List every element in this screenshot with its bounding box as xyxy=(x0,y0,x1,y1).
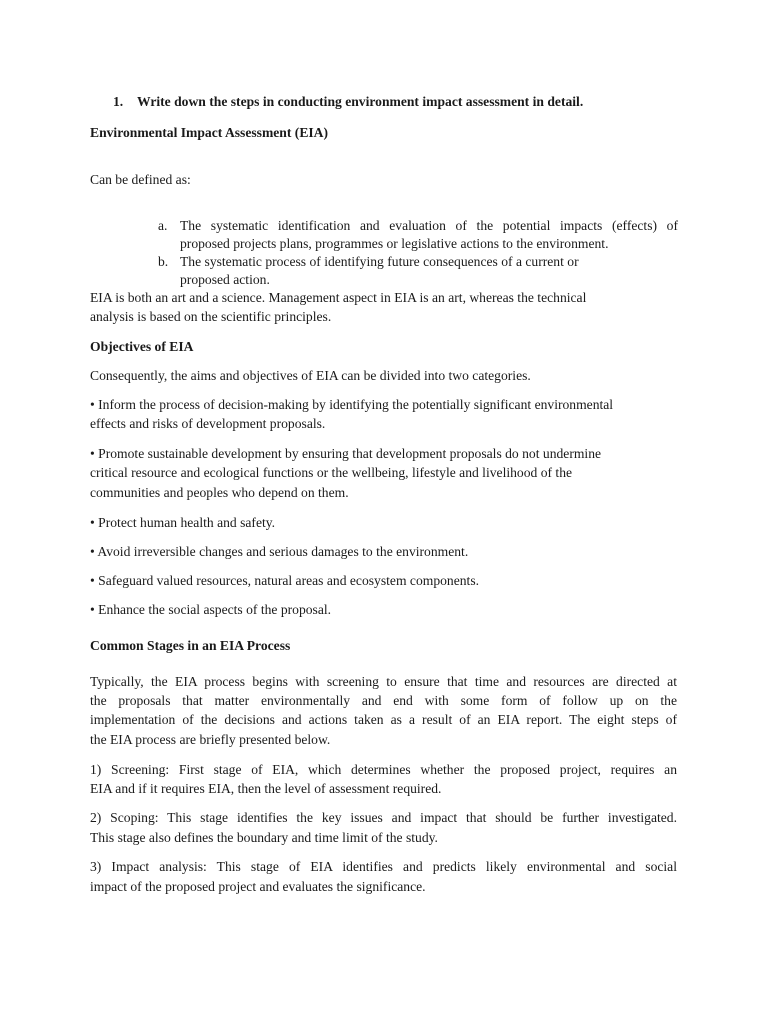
step-3-line-1: 3) Impact analysis: This stage of EIA identifies and predicts likely environmental and social xyxy=(90,859,677,874)
objective-6: • Enhance the social aspects of the proposal. xyxy=(90,602,332,617)
art-science-line-2: analysis is based on the scientific principles. xyxy=(90,309,332,324)
heading-eia: Environmental Impact Assessment (EIA) xyxy=(90,125,329,140)
definition-a-line-2: proposed projects plans, programmes or legislative actions to the environment. xyxy=(180,236,609,251)
defined-as-text: Can be defined as: xyxy=(90,172,191,187)
step-2-line-2: This stage also defines the boundary and time limit of the study. xyxy=(90,830,438,845)
objective-1-line-2: effects and risks of development proposals. xyxy=(90,416,326,431)
objective-2-line-2: critical resource and ecological functions or the wellbeing, lifestyle and livelihood of the xyxy=(90,465,573,480)
definition-marker-b: b. xyxy=(158,254,169,269)
objective-4: • Avoid irreversible changes and serious damages to the environment. xyxy=(90,544,469,559)
definition-a-line-1: The systematic identification and evaluation of the potential impacts (effects) of xyxy=(180,218,678,233)
step-1-line-2: EIA and if it requires EIA, then the level of assessment required. xyxy=(90,781,442,796)
objectives-intro: Consequently, the aims and objectives of EIA can be divided into two categories. xyxy=(90,368,531,383)
art-science-line-1: EIA is both an art and a science. Management aspect in EIA is an art, whereas the technical xyxy=(90,290,587,305)
definition-marker-a: a. xyxy=(158,218,168,233)
objective-2-line-3: communities and peoples who depend on them. xyxy=(90,485,349,500)
heading-objectives: Objectives of EIA xyxy=(90,339,194,354)
objective-1-line-1: • Inform the process of decision-making by identifying the potentially significant environmental xyxy=(90,397,614,412)
definition-b-line-2: proposed action. xyxy=(180,272,270,287)
stages-intro-line-4: the EIA process are briefly presented below. xyxy=(90,732,331,747)
objective-3: • Protect human health and safety. xyxy=(90,515,276,530)
question-number: 1. xyxy=(113,94,124,109)
definition-b-line-1: The systematic process of identifying future consequences of a current or xyxy=(180,254,579,269)
heading-stages: Common Stages in an EIA Process xyxy=(90,638,291,653)
stages-intro-line-3: implementation of the decisions and actions taken as a result of an EIA report. The eight steps of xyxy=(90,712,677,727)
step-1-line-1: 1) Screening: First stage of EIA, which determines whether the proposed project, requires an xyxy=(90,762,677,777)
step-3-line-2: impact of the proposed project and evaluates the significance. xyxy=(90,879,426,894)
stages-intro-line-1: Typically, the EIA process begins with screening to ensure that time and resources are directed at xyxy=(90,674,677,689)
question-text: Write down the steps in conducting environment impact assessment in detail. xyxy=(137,94,584,109)
objective-5: • Safeguard valued resources, natural areas and ecosystem components. xyxy=(90,573,480,588)
step-2-line-1: 2) Scoping: This stage identifies the key issues and impact that should be further investigated. xyxy=(90,810,677,825)
objective-2-line-1: • Promote sustainable development by ensuring that development proposals do not undermine xyxy=(90,446,602,461)
stages-intro-line-2: the proposals that matter environmentally and end with some form of follow up on the xyxy=(90,693,677,708)
